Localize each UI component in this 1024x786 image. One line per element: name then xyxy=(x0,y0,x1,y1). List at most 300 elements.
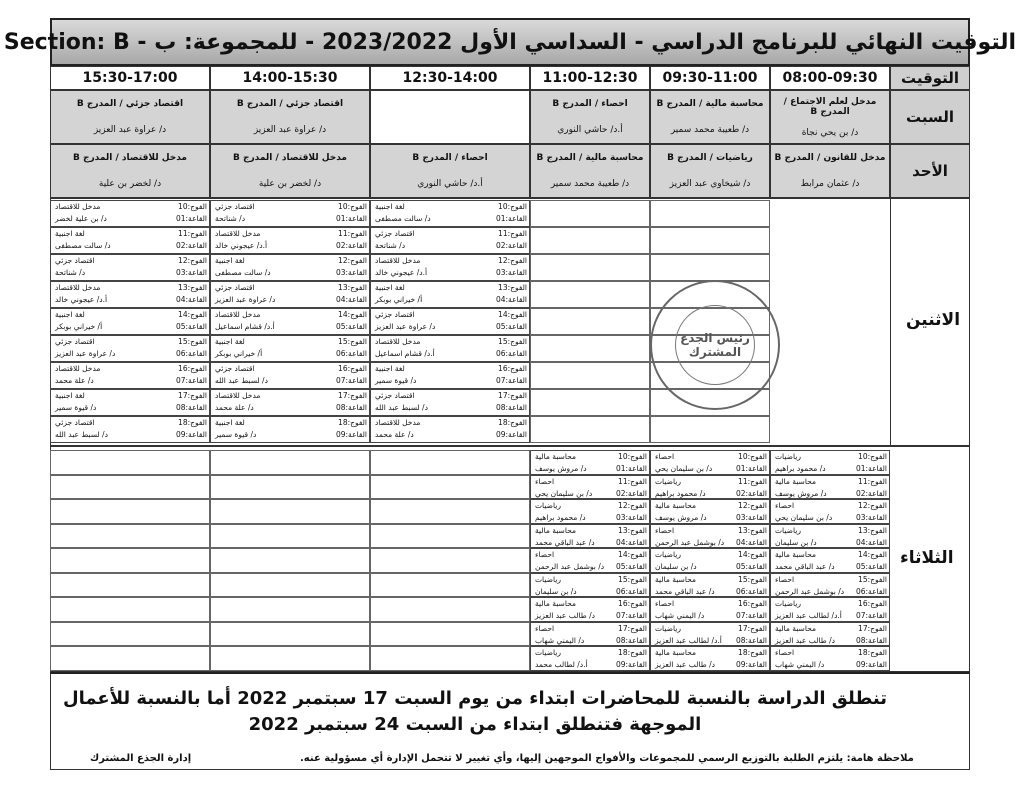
tutorial-cell xyxy=(650,646,770,671)
lecture-cell xyxy=(770,90,890,144)
room-label: القاعة:09 xyxy=(495,430,527,439)
lecture-cell xyxy=(370,144,530,198)
lecture-teacher: د/ لخضر بن علية xyxy=(98,179,162,189)
room-label: القاعة:08 xyxy=(495,403,527,412)
group-label: الفوج:16 xyxy=(858,599,887,608)
empty-cell xyxy=(650,200,770,227)
group-label: الفوج:15 xyxy=(338,337,367,346)
empty-cell xyxy=(530,254,650,281)
tutorial-cell xyxy=(650,573,770,598)
subject-label: محاسبة مالية xyxy=(535,599,576,608)
lecture-title: مدخل لعلم الاجتماع / المدرج B xyxy=(783,96,877,117)
group-label: الفوج:15 xyxy=(178,337,207,346)
group-label: الفوج:14 xyxy=(178,310,207,319)
subject-label: احصاء xyxy=(655,452,675,461)
subject-label: اقتصاد جزئي xyxy=(375,391,415,400)
tutorial-cell xyxy=(650,450,770,475)
empty-cell xyxy=(50,573,210,598)
subject-label: احصاء xyxy=(775,574,795,584)
group-label: الفوج:16 xyxy=(738,599,767,608)
tutorial-cell xyxy=(530,573,650,598)
important-note: ملاحظة هامة: يلتزم الطلبة بالتوزيع الرسمي للمجموعات والأفواج الموجهين إليها، وأي تغيير لا تتحمل الإدارة أي مسؤولية عنه. xyxy=(300,753,914,764)
room-label: القاعة:09 xyxy=(615,660,647,669)
admin-signature: إدارة الجذع المشترك xyxy=(90,753,192,764)
teacher-label: د/ علة محمد xyxy=(55,376,94,385)
lecture-title: مدخل للقانون / المدرج B xyxy=(774,153,886,163)
teacher-label: د/ شناتحة xyxy=(215,214,246,223)
group-label: الفوج:11 xyxy=(858,476,887,486)
room-label: القاعة:02 xyxy=(335,241,367,250)
teacher-label: د/ عراوة عبد العزيز xyxy=(55,349,116,358)
teacher-label: د/ شناتحة xyxy=(375,241,406,250)
teacher-label: د/ قيوة سمير xyxy=(375,376,417,385)
tutorial-cell xyxy=(650,524,770,549)
saturday-row xyxy=(50,90,970,144)
group-label: الفوج:17 xyxy=(858,623,887,633)
teacher-label: د/ لسبط عبد الله xyxy=(215,376,268,385)
group-label: الفوج:11 xyxy=(178,229,207,238)
lecture-cell xyxy=(50,144,210,198)
teacher-label: د/ قيوة سمير xyxy=(55,403,97,412)
slot-1: 08:00-09:30 xyxy=(770,66,890,90)
teacher-label: د/ مروش يوسف xyxy=(655,513,707,522)
subject-label: رياضيات xyxy=(535,574,561,584)
teacher-label: د/ مروش يوسف xyxy=(535,464,587,473)
room-label: القاعة:02 xyxy=(615,488,647,498)
teacher-label: أ.د/ قشام اسماعيل xyxy=(375,349,435,358)
lecture-teacher: د/ طعيبة محمد سمير xyxy=(550,179,630,189)
group-label: الفوج:14 xyxy=(338,310,367,319)
tutorial-cell xyxy=(50,254,210,281)
subject-label: اقتصاد جزئي xyxy=(215,202,255,211)
subject-label: محاسبة مالية xyxy=(775,476,816,486)
day-sunday: الأحد xyxy=(890,144,970,198)
tutorial-cell xyxy=(650,597,770,622)
lecture-cell xyxy=(210,144,370,198)
lecture-cell xyxy=(530,144,650,198)
slot-3: 11:00-12:30 xyxy=(530,66,650,90)
room-label: القاعة:04 xyxy=(855,537,887,547)
tutorial-cell xyxy=(770,573,890,598)
sunday-row xyxy=(50,144,970,198)
group-label: الفوج:16 xyxy=(338,364,367,373)
teacher-label: د/ لسبط عبد الله xyxy=(375,403,428,412)
subject-label: لغة اجنبية xyxy=(215,337,245,346)
group-label: الفوج:13 xyxy=(178,283,207,292)
teacher-label: أ/ خيراني بوبكر xyxy=(215,349,263,358)
room-label: القاعة:06 xyxy=(495,349,527,358)
empty-cell xyxy=(50,548,210,573)
subject-label: احصاء xyxy=(775,648,795,657)
tutorial-cell xyxy=(530,622,650,647)
teacher-label: د/ شناتحة xyxy=(55,268,86,277)
group-label: الفوج:14 xyxy=(738,550,767,559)
empty-cell xyxy=(530,308,650,335)
group-label: الفوج:11 xyxy=(618,476,647,486)
room-label: القاعة:07 xyxy=(735,611,767,620)
empty-cell xyxy=(530,389,650,416)
empty-cell xyxy=(530,281,650,308)
empty-cell xyxy=(210,499,370,524)
group-label: الفوج:12 xyxy=(618,501,647,510)
tutorial-cell xyxy=(530,450,650,475)
room-label: القاعة:05 xyxy=(495,322,527,331)
room-label: القاعة:02 xyxy=(855,488,887,498)
empty-cell xyxy=(50,475,210,500)
time-label: التوقيت xyxy=(890,66,970,90)
slot-5: 14:00-15:30 xyxy=(210,66,370,90)
tutorial-cell xyxy=(210,281,370,308)
teacher-label: أ.د/ قشام اسماعيل xyxy=(215,322,275,331)
empty-cell xyxy=(50,524,210,549)
teacher-label: د/ بن سليمان xyxy=(535,586,577,596)
teacher-label: د/ سالت مصطفى xyxy=(375,214,431,223)
lecture-teacher: د/ عراوة عبد العزيز xyxy=(253,125,327,135)
teacher-label: د/ اليمني شهاب xyxy=(655,611,705,620)
day-saturday: السبت xyxy=(890,90,970,144)
subject-label: مدخل للاقتصاد xyxy=(375,256,421,265)
teacher-label: د/ سالت مصطفى xyxy=(55,241,111,250)
group-label: الفوج:13 xyxy=(498,283,527,292)
room-label: القاعة:03 xyxy=(615,513,647,522)
teacher-label: د/ بن سليمان xyxy=(655,562,697,571)
group-label: الفوج:10 xyxy=(738,452,767,461)
tutorial-cell xyxy=(210,308,370,335)
lecture-cell xyxy=(770,144,890,198)
tutorial-cell xyxy=(650,622,770,647)
tutorial-cell xyxy=(770,597,890,622)
teacher-label: أ.د/ لطالب محمد xyxy=(535,660,588,669)
tutorial-cell xyxy=(50,281,210,308)
subject-label: مدخل للاقتصاد xyxy=(215,229,261,238)
lecture-teacher: د/ لخضر بن علية xyxy=(258,179,322,189)
teacher-label: د/ طالب عبد العزيز xyxy=(775,635,835,645)
timetable-sheet xyxy=(3,18,1017,770)
lecture-cell xyxy=(50,90,210,144)
group-label: الفوج:15 xyxy=(738,574,767,584)
subject-label: اقتصاد جزئي xyxy=(55,256,95,265)
subject-label: اقتصاد جزئي xyxy=(55,337,95,346)
group-label: الفوج:11 xyxy=(498,229,527,238)
teacher-label: د/ اليمني شهاب xyxy=(775,660,825,669)
tutorial-cell xyxy=(50,362,210,389)
tutorial-cell xyxy=(530,475,650,500)
subject-label: لغة اجنبية xyxy=(375,364,405,373)
room-label: القاعة:01 xyxy=(615,464,647,473)
subject-label: لغة اجنبية xyxy=(215,256,245,265)
group-label: الفوج:17 xyxy=(338,391,367,400)
subject-label: رياضيات xyxy=(775,599,801,608)
subject-label: لغة اجنبية xyxy=(375,283,405,292)
teacher-label: د/ عراوة عبد العزيز xyxy=(215,295,276,304)
room-label: القاعة:01 xyxy=(335,214,367,223)
empty-cell xyxy=(370,524,530,549)
subject-label: مدخل للاقتصاد xyxy=(215,310,261,319)
subject-label: مدخل للاقتصاد xyxy=(215,391,261,400)
room-label: القاعة:07 xyxy=(855,611,887,620)
lecture-title: اقتصاد جزئي / المدرج B xyxy=(236,99,344,109)
day-tuesday: الثلاثاء xyxy=(900,548,954,568)
lecture-cell xyxy=(530,90,650,144)
tutorial-cell xyxy=(530,524,650,549)
empty-cell xyxy=(650,416,770,443)
room-label: القاعة:06 xyxy=(855,586,887,596)
group-label: الفوج:12 xyxy=(338,256,367,265)
room-label: القاعة:07 xyxy=(335,376,367,385)
teacher-label: د/ علة محمد xyxy=(375,430,414,439)
room-label: القاعة:03 xyxy=(735,513,767,522)
tutorial-cell xyxy=(50,227,210,254)
room-label: القاعة:09 xyxy=(735,660,767,669)
lecture-teacher: د/ بن يحي نجاة xyxy=(801,127,859,138)
empty-cell xyxy=(210,548,370,573)
subject-label: محاسبة مالية xyxy=(535,525,576,535)
room-label: القاعة:08 xyxy=(855,635,887,645)
room-label: القاعة:04 xyxy=(175,295,207,304)
lecture-cell-empty xyxy=(370,90,530,144)
subject-label: لغة اجنبية xyxy=(55,229,85,238)
tutorial-cell xyxy=(210,416,370,443)
subject-label: رياضيات xyxy=(775,452,801,461)
room-label: القاعة:01 xyxy=(855,464,887,473)
group-label: الفوج:18 xyxy=(178,418,207,427)
slot-2: 09:30-11:00 xyxy=(650,66,770,90)
teacher-label: د/ طالب عبد العزيز xyxy=(655,660,715,669)
teacher-label: د/ علة محمد xyxy=(215,403,254,412)
room-label: القاعة:03 xyxy=(495,268,527,277)
lecture-title: احصاء / المدرج B xyxy=(552,99,628,109)
subject-label: رياضيات xyxy=(655,476,681,486)
empty-cell xyxy=(370,597,530,622)
room-label: القاعة:05 xyxy=(855,562,887,571)
tutorial-cell xyxy=(770,548,890,573)
tutorial-cell xyxy=(650,548,770,573)
tutorial-cell xyxy=(370,308,530,335)
subject-label: اقتصاد جزئي xyxy=(375,310,415,319)
lecture-title: محاسبة مالية / المدرج B xyxy=(536,153,644,163)
empty-cell xyxy=(530,200,650,227)
room-label: القاعة:04 xyxy=(335,295,367,304)
group-label: الفوج:12 xyxy=(738,501,767,510)
group-label: الفوج:16 xyxy=(618,599,647,608)
room-label: القاعة:07 xyxy=(615,611,647,620)
slot-6: 15:30-17:00 xyxy=(50,66,210,90)
teacher-label: د/ بن سليمان يحي xyxy=(655,464,713,473)
teacher-label: د/ محمود براهيم xyxy=(535,513,586,522)
group-label: الفوج:10 xyxy=(498,202,527,211)
room-label: القاعة:05 xyxy=(175,322,207,331)
subject-label: مدخل للاقتصاد xyxy=(55,364,101,373)
group-label: الفوج:10 xyxy=(618,452,647,461)
room-label: القاعة:06 xyxy=(735,586,767,596)
tutorial-cell xyxy=(770,499,890,524)
teacher-label: د/ بن سليمان يحي xyxy=(535,488,593,498)
tutorial-cell xyxy=(370,281,530,308)
teacher-label: د/ مروش يوسف xyxy=(775,488,827,498)
room-label: القاعة:03 xyxy=(335,268,367,277)
tutorial-cell xyxy=(370,335,530,362)
start-date-notice: تنطلق الدراسة بالنسبة للمحاضرات ابتداء من يوم السبت 17 سبتمبر 2022 أما بالنسبة للأعمال الموجهة فتنطلق ابتداء من السبت 24 سبتمبر 2022 xyxy=(62,688,888,735)
room-label: القاعة:02 xyxy=(735,488,767,498)
group-label: الفوج:13 xyxy=(858,525,887,535)
empty-cell xyxy=(370,646,530,671)
subject-label: اقتصاد جزئي xyxy=(215,364,255,373)
subject-label: محاسبة مالية xyxy=(775,623,816,633)
tutorial-cell xyxy=(50,200,210,227)
tutorial-cell xyxy=(210,254,370,281)
lecture-title: احصاء / المدرج B xyxy=(412,153,488,163)
group-label: الفوج:12 xyxy=(498,256,527,265)
group-label: الفوج:17 xyxy=(178,391,207,400)
group-label: الفوج:18 xyxy=(498,418,527,427)
room-label: القاعة:07 xyxy=(495,376,527,385)
group-label: الفوج:15 xyxy=(618,574,647,584)
room-label: القاعة:01 xyxy=(175,214,207,223)
empty-cell xyxy=(370,548,530,573)
stamp-text: رئيس الجذع المشترك xyxy=(680,331,750,359)
subject-label: مدخل للاقتصاد xyxy=(55,202,101,211)
room-label: القاعة:08 xyxy=(735,635,767,645)
empty-cell xyxy=(530,362,650,389)
room-label: القاعة:02 xyxy=(495,241,527,250)
teacher-label: د/ بوشمل عبد الرحمن xyxy=(775,586,845,596)
tutorial-cell xyxy=(210,200,370,227)
empty-cell xyxy=(210,597,370,622)
teacher-label: د/ بوشمل عبد الرحمن xyxy=(535,562,605,571)
subject-label: احصاء xyxy=(655,525,675,535)
tutorial-cell xyxy=(50,389,210,416)
teacher-label: أ/ خيراني بوبكر xyxy=(55,322,103,331)
page-title: التوقيت النهائي للبرنامج الدراسي - السداسي الأول 2023/2022 - للمجموعة: ب - Section: B xyxy=(50,18,970,66)
subject-label: لغة اجنبية xyxy=(55,391,85,400)
group-label: الفوج:17 xyxy=(498,391,527,400)
group-label: الفوج:14 xyxy=(618,550,647,559)
tutorial-cell xyxy=(650,499,770,524)
room-label: القاعة:09 xyxy=(175,430,207,439)
teacher-label: د/ قيوة سمير xyxy=(215,430,257,439)
lecture-cell xyxy=(210,90,370,144)
room-label: القاعة:08 xyxy=(335,403,367,412)
subject-label: احصاء xyxy=(535,476,555,486)
tutorial-cell xyxy=(650,475,770,500)
lecture-title: مدخل للاقتصاد / المدرج B xyxy=(73,153,187,163)
group-label: الفوج:16 xyxy=(498,364,527,373)
group-label: الفوج:18 xyxy=(858,648,887,657)
empty-cell xyxy=(650,227,770,254)
group-label: الفوج:10 xyxy=(338,202,367,211)
tutorial-cell xyxy=(370,200,530,227)
group-label: الفوج:12 xyxy=(178,256,207,265)
room-label: القاعة:05 xyxy=(335,322,367,331)
group-label: الفوج:18 xyxy=(738,648,767,657)
tutorial-cell xyxy=(770,646,890,671)
tutorial-cell xyxy=(370,389,530,416)
group-label: الفوج:17 xyxy=(738,623,767,633)
subject-label: احصاء xyxy=(655,599,675,608)
room-label: القاعة:04 xyxy=(615,537,647,547)
room-label: القاعة:03 xyxy=(855,513,887,522)
group-label: الفوج:13 xyxy=(338,283,367,292)
subject-label: محاسبة مالية xyxy=(775,550,816,559)
subject-label: اقتصاد جزئي xyxy=(375,229,415,238)
subject-label: احصاء xyxy=(535,623,555,633)
tutorial-cell xyxy=(370,416,530,443)
room-label: القاعة:01 xyxy=(495,214,527,223)
tutorial-cell xyxy=(210,362,370,389)
subject-label: رياضيات xyxy=(655,550,681,559)
teacher-label: أ.د/ لطالب عبد العزيز xyxy=(775,611,842,620)
room-label: القاعة:03 xyxy=(175,268,207,277)
empty-cell xyxy=(530,416,650,443)
teacher-label: د/ محمود براهيم xyxy=(775,464,826,473)
group-label: الفوج:18 xyxy=(618,648,647,657)
tutorial-cell xyxy=(210,227,370,254)
tutorial-cell xyxy=(50,416,210,443)
teacher-label: أ.د/ عيجوني خالد xyxy=(55,295,108,304)
group-label: الفوج:18 xyxy=(338,418,367,427)
teacher-label: د/ عراوة عبد العزيز xyxy=(375,322,436,331)
group-label: الفوج:10 xyxy=(178,202,207,211)
tutorial-cell xyxy=(210,389,370,416)
group-label: الفوج:10 xyxy=(858,452,887,461)
teacher-label: أ/ خيراني بوبكر xyxy=(375,295,423,304)
empty-cell xyxy=(50,622,210,647)
tutorial-cell xyxy=(370,227,530,254)
group-label: الفوج:16 xyxy=(178,364,207,373)
group-label: الفوج:15 xyxy=(858,574,887,584)
time-header-row xyxy=(50,66,970,90)
tutorial-cell xyxy=(50,335,210,362)
empty-cell xyxy=(530,227,650,254)
subject-label: لغة اجنبية xyxy=(55,310,85,319)
lecture-teacher: د/ عراوة عبد العزيز xyxy=(93,125,167,135)
lecture-title: مدخل للاقتصاد / المدرج B xyxy=(233,153,347,163)
tutorial-cell xyxy=(370,254,530,281)
empty-cell xyxy=(530,335,650,362)
group-label: الفوج:15 xyxy=(498,337,527,346)
teacher-label: د/ عبد الباقي محمد xyxy=(535,537,595,547)
subject-label: رياضيات xyxy=(775,525,801,535)
empty-cell xyxy=(650,254,770,281)
teacher-label: د/ عبد الباقي محمد xyxy=(775,562,835,571)
subject-label: احصاء xyxy=(775,501,795,510)
empty-cell xyxy=(210,646,370,671)
room-label: القاعة:09 xyxy=(855,660,887,669)
tutorial-cell xyxy=(530,548,650,573)
empty-cell xyxy=(50,450,210,475)
group-label: الفوج:13 xyxy=(618,525,647,535)
empty-cell xyxy=(210,622,370,647)
empty-cell xyxy=(210,573,370,598)
empty-cell xyxy=(50,499,210,524)
empty-cell xyxy=(50,646,210,671)
teacher-label: د/ بن سليمان يحي xyxy=(775,513,833,522)
subject-label: محاسبة مالية xyxy=(655,648,696,657)
room-label: القاعة:04 xyxy=(495,295,527,304)
lecture-teacher: أ.د/ حاشي النوري xyxy=(417,179,483,189)
subject-label: محاسبة مالية xyxy=(655,501,696,510)
room-label: القاعة:01 xyxy=(735,464,767,473)
tutorial-cell xyxy=(530,597,650,622)
room-label: القاعة:09 xyxy=(335,430,367,439)
empty-cell xyxy=(370,622,530,647)
subject-label: لغة اجنبية xyxy=(215,418,245,427)
group-label: الفوج:14 xyxy=(498,310,527,319)
group-label: الفوج:17 xyxy=(618,623,647,633)
day-monday: الاثنين xyxy=(906,310,961,330)
room-label: القاعة:02 xyxy=(175,241,207,250)
subject-label: مدخل للاقتصاد xyxy=(375,337,421,346)
